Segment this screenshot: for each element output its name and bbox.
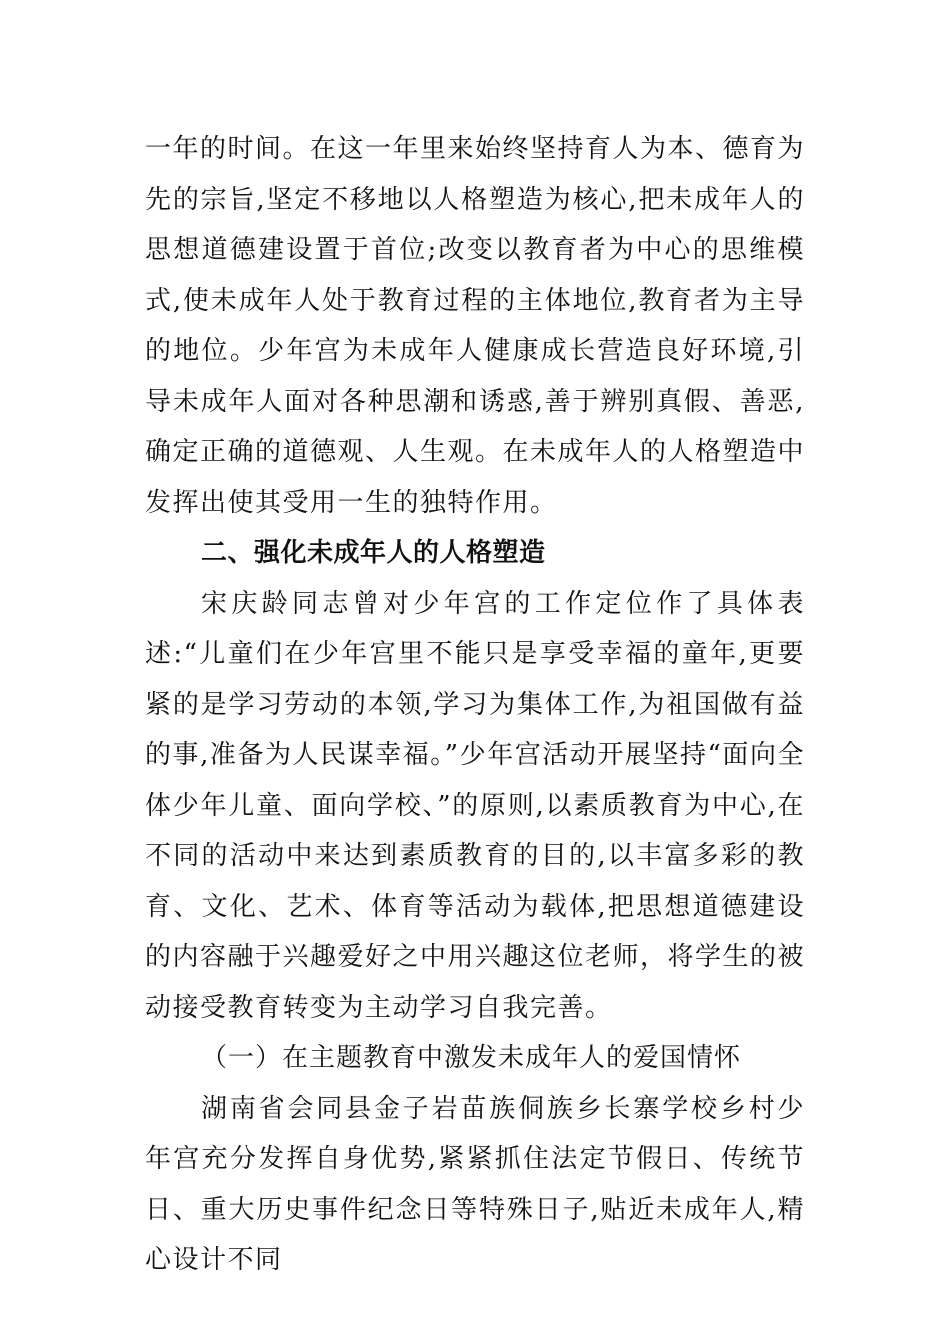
paragraph-body: 湖南省会同县金子岩苗族侗族乡长寨学校乡村少年宫充分发挥自身优势,紧紧抓住法定节假日、传统节日、重大历史事件纪念日等特殊日子,贴近未成年人,精心设计不同 (145, 1093, 805, 1275)
subsection-heading: （一）在主题教育中激发未成年人的爱国情怀 (201, 1043, 742, 1073)
paragraph-body: 宋庆龄同志曾对少年宫的工作定位作了具体表述:“儿童们在少年宫里不能只是享受幸福的童年,更要紧的是学习劳动的本领,学习为集体工作,为祖国做有益的事,准备为人民谋幸福。”少年宫活动开展坚持“面向全体少年儿童、面向学校、”的原则,以素质教育为中心,在不同的活动中来达到素质教育的目的,以丰富多彩的教育、文化、艺术、体育等活动为载体,把思想道德建设的内容融于兴趣爱好之中用兴趣这位老师，将学生的被动接受教育转变为主动学习自我完善。 (145, 588, 806, 1023)
paragraph-continued: 一年的时间。在这一年里来始终坚持育人为本、德育为先的宗旨,坚定不移地以人格塑造为核心,把未成年人的思想道德建设置于首位;改变以教育者为中心的思维模式,使未成年人处于教育过程的主体地位,教育者为主导的地位。少年宫为未成年人健康成长营造良好环境,引导未成年人面对各种思潮和诱惑,善于辨别真假、善恶,确定正确的道德观、人生观。在未成年人的人格塑造中发挥出使其受用一生的独特作用。 (145, 134, 806, 518)
document-body (145, 124, 805, 1286)
section-heading: 二、强化未成年人的人格塑造 (201, 538, 546, 568)
